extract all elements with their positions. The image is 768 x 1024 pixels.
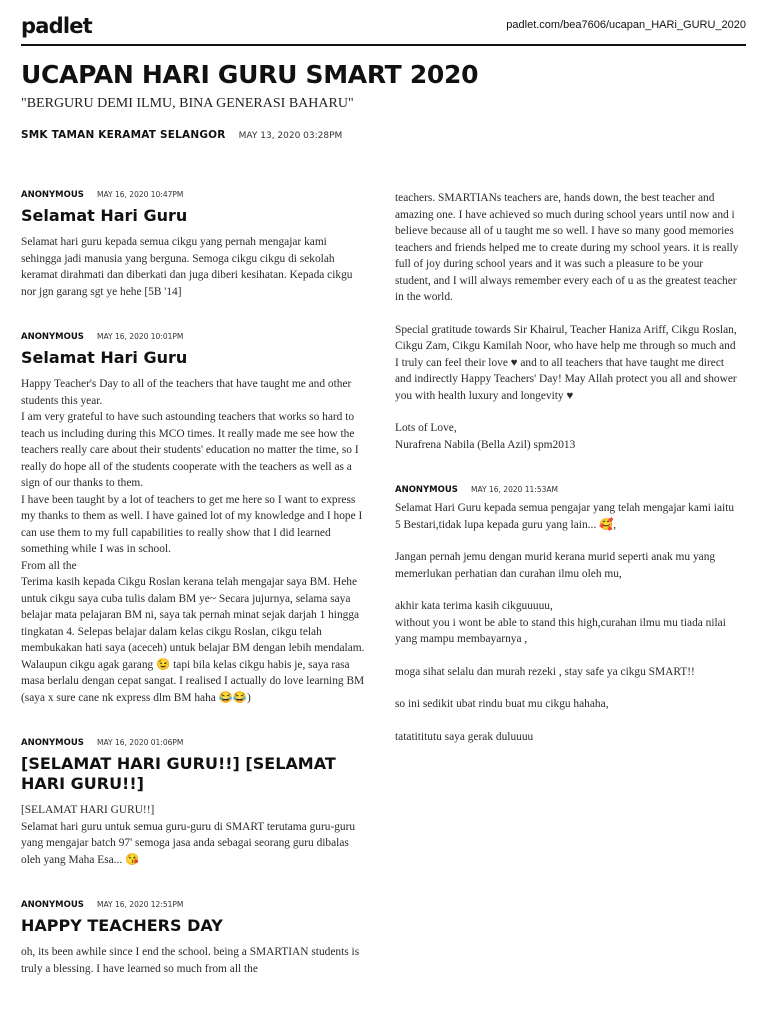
post-body bbox=[21, 234, 367, 300]
post-card[interactable] bbox=[395, 481, 741, 745]
post-body bbox=[21, 802, 367, 868]
board-meta bbox=[21, 123, 342, 142]
post-title: Selamat Hari Guru bbox=[21, 206, 188, 225]
post-card-continuation[interactable] bbox=[395, 190, 741, 453]
board-title: UCAPAN HARI GURU SMART 2020 bbox=[21, 60, 479, 89]
post-text: Selamat Hari Guru kepada semua pengajar yang telah mengajar kami iaitu 5 Bestari,tidak lupa kepada guru yang lain... 🥰, bbox=[395, 502, 735, 531]
post-text: Happy Teacher's Day to all of the teachers that have taught me and other students this year. bbox=[21, 378, 352, 407]
post-date: MAY 16, 2020 01:06PM bbox=[97, 738, 184, 747]
post-date: MAY 16, 2020 10:47PM bbox=[97, 190, 184, 199]
post-title: Selamat Hari Guru bbox=[21, 348, 188, 367]
board-url[interactable]: padlet.com/bea7606/ucapan_HARi_GURU_2020 bbox=[506, 19, 746, 31]
post-text: [SELAMAT HARI GURU!!] bbox=[21, 804, 155, 816]
post-text: Selamat hari guru kepada semua cikgu yang pernah mengajar kami sehingga jadi manusia yang berguna. Semoga cikgu cikgu di sekolah keramat dirahmati dan diberkati dan juga diberi kesihatan. Kepada cikgu nor jgn garang sgt ye hehe [5B '14] bbox=[21, 236, 353, 298]
post-title: HAPPY TEACHERS DAY bbox=[21, 916, 223, 935]
post-meta bbox=[21, 896, 367, 911]
post-card[interactable] bbox=[21, 896, 367, 977]
post-text: Nurafrena Nabila (Bella Azil) spm2013 bbox=[395, 438, 576, 451]
post-date: MAY 16, 2020 12:51PM bbox=[97, 900, 184, 909]
board-author: SMK TAMAN KERAMAT SELANGOR bbox=[21, 129, 226, 141]
post-text: Terima kasih kepada Cikgu Roslan kerana telah mengajar saya BM. Hehe untuk cikgu saya cuba tulis dalam BM ye~ Secara jujurnya, selama saya belajar mata pelajaran BM ni, saya tak pernah minat sejak darjah 1 hingga tingkatan 4. Selepas belajar dalam kelas cikgu Roslan, cikgu telah membukakan hati saya (aceceh) untuk belajar BM dengan lebih mendalam. Walaupun cikgu agak garang 😉 tapi bila kelas cikgu habis je, saya rasa masa berlalu dengan cepat sangat. I realised I actually do love learning BM (saya x sure cane nk express dlm BM haha 😂😂) bbox=[21, 576, 365, 704]
post-card[interactable] bbox=[21, 328, 367, 706]
post-meta bbox=[21, 328, 367, 343]
header-divider bbox=[21, 44, 746, 46]
post-text: Selamat hari guru untuk semua guru-guru di SMART terutama guru-guru yang mengajar batch 97' semoga jasa anda sebagai seorang guru dibalas oleh yang Maha Esa... 😘 bbox=[21, 820, 356, 866]
post-author: ANONYMOUS bbox=[21, 738, 84, 748]
post-author: ANONYMOUS bbox=[21, 332, 84, 342]
post-text: Lots of Love, bbox=[395, 422, 457, 434]
post-text: so ini sedikit ubat rindu buat mu cikgu hahaha, bbox=[395, 698, 609, 710]
post-title: [SELAMAT HARI GURU!!] [SELAMAT HARI GURU!!] bbox=[21, 754, 336, 793]
post-text: Special gratitude towards Sir Khairul, Teacher Haniza Ariff, Cikgu Roslan, Cikgu Zam, Cikgu Kamilah Noor, who have help me through so much and I truly can feel their love ♥ and to all teachers that have taught me direct and indirectly Happy Teachers' Day! May Allah protect you all and shower you with health luxury and longevity ♥ bbox=[395, 323, 737, 402]
post-text: I have been taught by a lot of teachers to get me here so I want to express my thanks to them as well. I have gained lot of my knowledge and I hope I can use them to my full capabilities to really show that I did learned something while I was in school. bbox=[21, 493, 363, 555]
posts-column-right bbox=[395, 190, 741, 773]
post-date: MAY 16, 2020 11:53AM bbox=[471, 485, 558, 494]
post-text: moga sihat selalu dan murah rezeki , stay safe ya cikgu SMART!! bbox=[395, 665, 695, 678]
post-text: akhir kata terima kasih cikguuuuu, bbox=[395, 600, 553, 612]
post-text: tatatititutu saya gerak duluuuu bbox=[395, 730, 534, 743]
post-card[interactable] bbox=[21, 734, 367, 868]
board-subtitle: "BERGURU DEMI ILMU, BINA GENERASI BAHARU" bbox=[21, 96, 354, 111]
posts-column-left bbox=[21, 186, 367, 1005]
post-author: ANONYMOUS bbox=[21, 900, 84, 910]
post-meta bbox=[21, 186, 367, 201]
post-card[interactable] bbox=[21, 186, 367, 300]
padlet-logo[interactable]: padlet bbox=[21, 14, 92, 38]
post-date: MAY 16, 2020 10:01PM bbox=[97, 332, 184, 341]
post-text: From all the bbox=[21, 559, 77, 572]
board-date: MAY 13, 2020 03:28PM bbox=[238, 131, 343, 141]
post-text: without you i wont be able to stand this high,curahan ilmu mu tiada nilai yang mampu membayarnya , bbox=[395, 616, 726, 645]
post-text: Jangan pernah jemu dengan murid kerana murid seperti anak mu yang memerlukan perhatian dan curahan ilmu oleh mu, bbox=[395, 551, 716, 580]
post-text: teachers. SMARTIANs teachers are, hands down, the best teacher and amazing one. I have achieved so much during school years until now and i believe because all of u taught me so well. I have so many good memories teachers and friends helped me to create during my school years. it is really full of joy during school years and it was such a pleasure to be your student, and I will always remember every each of u as the greatest teacher in the world. bbox=[395, 192, 739, 303]
post-body bbox=[21, 944, 367, 977]
post-author: ANONYMOUS bbox=[21, 190, 84, 200]
post-body bbox=[395, 500, 741, 745]
post-text: I am very grateful to have such astounding teachers that works so hard to teach us including during this MCO times. It really made me see how the teachers really care about their students' education no matter the time, so I really do hope all of the students cooperate with the teachers as well as a sign of our thanks to them. bbox=[21, 411, 359, 489]
post-author: ANONYMOUS bbox=[395, 485, 458, 495]
post-body bbox=[21, 376, 367, 706]
post-body bbox=[395, 190, 741, 453]
post-meta bbox=[395, 481, 741, 496]
post-meta bbox=[21, 734, 367, 749]
post-text: oh, its been awhile since I end the school. being a SMARTIAN students is truly a blessing. I have learned so much from all the bbox=[21, 946, 360, 975]
